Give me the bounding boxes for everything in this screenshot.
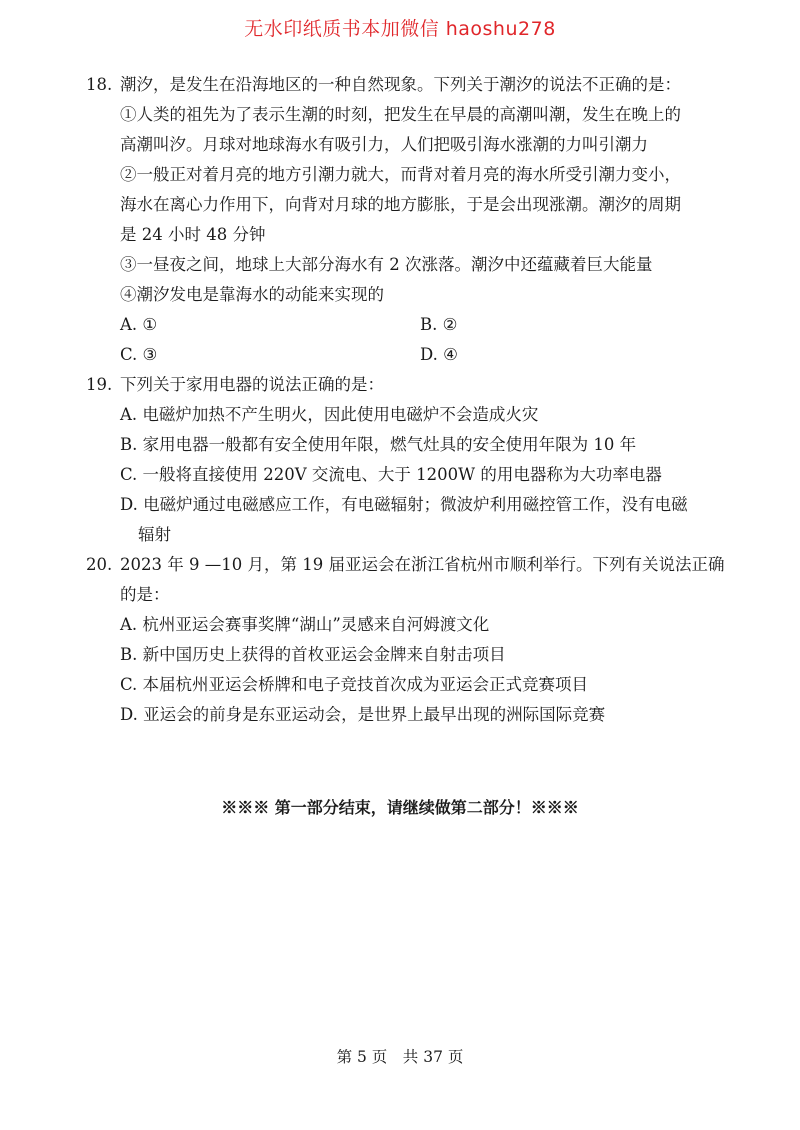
option-d[interactable]: D. ④ xyxy=(420,345,458,364)
section-end-note: ※※※ 第一部分结束，请继续做第二部分！※※※ xyxy=(221,798,579,817)
question-stem xyxy=(86,70,726,100)
statement-line: ③一昼夜之间，地球上大部分海水有 2 次涨落。潮汐中还蕴藏着巨大能量 xyxy=(120,255,653,274)
question-number: 19. xyxy=(86,375,113,394)
statement-line: 高潮叫汐。月球对地球海水有吸引力，人们把吸引海水涨潮的力叫引潮力 xyxy=(120,135,648,154)
option-c[interactable]: C. 本届杭州亚运会桥牌和电子竞技首次成为亚运会正式竞赛项目 xyxy=(120,675,589,694)
question-stem-text: 2023 年 9 —10 月，第 19 届亚运会在浙江省杭州市顺利举行。下列有关说法正确 xyxy=(120,555,725,574)
question-stem xyxy=(86,550,726,580)
option-a[interactable]: A. ① xyxy=(120,315,158,334)
option-c[interactable]: C. 一般将直接使用 220V 交流电、大于 1200W 的用电器称为大功率电器 xyxy=(120,465,662,484)
statement-line: 海水在离心力作用下，向背对月球的地方膨胀，于是会出现涨潮。潮汐的周期 xyxy=(120,195,681,214)
option-d[interactable]: D. 亚运会的前身是东亚运动会，是世界上最早出现的洲际国际竞赛 xyxy=(120,705,606,724)
question-stem-text: 潮汐，是发生在沿海地区的一种自然现象。下列关于潮汐的说法不正确的是： xyxy=(120,75,681,94)
option-row xyxy=(86,310,726,340)
statement-line: ①人类的祖先为了表示生潮的时刻，把发生在早晨的高潮叫潮，发生在晚上的 xyxy=(120,105,681,124)
option-d-continuation: 辐射 xyxy=(138,525,171,544)
option-b[interactable]: B. ② xyxy=(420,315,458,334)
question-stem-text: 下列关于家用电器的说法正确的是： xyxy=(120,375,384,394)
option-d[interactable]: D. 电磁炉通过电磁感应工作，有电磁辐射；微波炉利用磁控管工作，没有电磁 xyxy=(120,495,688,514)
question-20 xyxy=(86,550,726,730)
statement-line: 是 24 小时 48 分钟 xyxy=(120,225,266,244)
option-c[interactable]: C. ③ xyxy=(120,345,158,364)
question-number: 18. xyxy=(86,75,113,94)
question-stem-continuation: 的是： xyxy=(120,585,170,604)
question-stem xyxy=(86,370,726,400)
question-19 xyxy=(86,370,726,550)
watermark-header: 无水印纸质书本加微信 haoshu278 xyxy=(244,18,556,40)
statement-line: ④潮汐发电是靠海水的动能来实现的 xyxy=(120,285,384,304)
option-b[interactable]: B. 新中国历史上获得的首枚亚运会金牌来自射击项目 xyxy=(120,645,506,664)
page-number: 第 5 页 共 37 页 xyxy=(336,1048,464,1066)
option-a[interactable]: A. 电磁炉加热不产生明火，因此使用电磁炉不会造成火灾 xyxy=(120,405,539,424)
option-a[interactable]: A. 杭州亚运会赛事奖牌“湖山”灵感来自河姆渡文化 xyxy=(120,615,490,634)
option-b[interactable]: B. 家用电器一般都有安全使用年限，燃气灶具的安全使用年限为 10 年 xyxy=(120,435,637,454)
question-number: 20. xyxy=(86,555,113,574)
statement-line: ②一般正对着月亮的地方引潮力就大，而背对着月亮的海水所受引潮力变小， xyxy=(120,165,681,184)
option-row xyxy=(86,340,726,370)
question-content xyxy=(86,70,726,730)
question-18 xyxy=(86,70,726,370)
